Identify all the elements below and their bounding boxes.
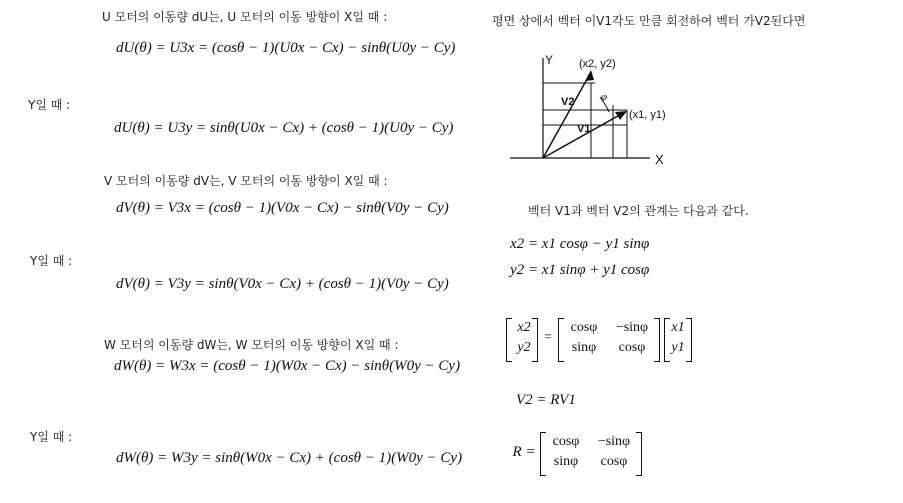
u-y-label: Y일 때 : xyxy=(28,98,71,112)
u-y-equation: dU(θ) = U3y = sinθ(U0x − Cx) + (cosθ − 1)(U0y − Cy) xyxy=(114,120,454,136)
matrix-rhs-1: x1 xyxy=(671,320,685,335)
w-motor-intro: W 모터의 이동량 dW는, W 모터의 이동 방향이 X일 때 : xyxy=(104,338,399,352)
bracket-left xyxy=(506,318,512,362)
matrix-cell: sinφ xyxy=(553,454,579,469)
r-matrix-equation xyxy=(510,432,660,476)
x2-equation: x2 = x1 cosφ − y1 sinφ xyxy=(510,236,650,252)
v-motor-intro: V 모터의 이동량 dV는, V 모터의 이동 방향이 X일 때 : xyxy=(104,174,388,188)
v2-arrowhead xyxy=(585,70,594,81)
point-2-label: (x2, y2) xyxy=(579,58,616,70)
v2-label: V2 xyxy=(561,96,575,108)
relation-text: 벡터 V1과 벡터 V2의 관계는 다음과 같다. xyxy=(528,204,749,218)
angle-label: φ xyxy=(601,91,608,103)
axis-x-label: X xyxy=(655,152,664,167)
equals-sign: = xyxy=(544,330,552,345)
matrix-cell: cosφ xyxy=(618,340,646,355)
bracket-right xyxy=(654,318,660,362)
matrix-cell: −sinφ xyxy=(597,434,631,449)
u-motor-intro: U 모터의 이동량 dU는, U 모터의 이동 방향이 X일 때 : xyxy=(102,10,388,24)
bracket-right xyxy=(532,318,538,362)
matrix-cell: sinφ xyxy=(571,340,597,355)
u-x-equation: dU(θ) = U3x = (cosθ − 1)(U0x − Cx) − sinθ(U0y − Cy) xyxy=(116,40,456,56)
v2-rv1-equation: V2 = RV1 xyxy=(516,392,576,408)
bracket-right xyxy=(686,318,692,362)
matrix-cell: cosφ xyxy=(552,434,580,449)
matrix-rhs-2: y1 xyxy=(671,340,685,355)
rotation-matrix-equation xyxy=(506,318,696,362)
v1-arrowhead xyxy=(615,111,627,120)
w-y-label: Y일 때 : xyxy=(30,430,73,444)
v-y-equation: dV(θ) = V3y = sinθ(V0x − Cx) + (cosθ − 1)(V0y − Cy) xyxy=(116,276,449,292)
v-y-label: Y일 때 : xyxy=(30,254,73,268)
matrix-lhs-1: x2 xyxy=(517,320,531,335)
w-x-equation: dW(θ) = W3x = (cosθ − 1)(W0x − Cx) − sinθ(W0y − Cy) xyxy=(114,358,461,374)
bracket-right xyxy=(636,432,642,476)
vector-rotation-figure xyxy=(505,50,695,190)
y2-equation: y2 = x1 sinφ + y1 cosφ xyxy=(510,262,650,278)
v-x-equation: dV(θ) = V3x = (cosθ − 1)(V0x − Cx) − sinθ(V0y − Cy) xyxy=(116,200,449,216)
v1-label: V1 xyxy=(577,123,591,135)
axis-y-label: Y xyxy=(545,53,554,67)
matrix-lhs-2: y2 xyxy=(517,340,531,355)
matrix-cell: cosφ xyxy=(600,454,628,469)
matrix-cell: cosφ xyxy=(570,320,598,335)
w-y-equation: dW(θ) = W3y = sinθ(W0x − Cx) + (cosθ − 1)(W0y − Cy) xyxy=(116,450,463,466)
r-label: R = xyxy=(512,444,536,460)
rotation-heading: 평면 상에서 벡터 이V1각도 만큼 회전하여 벡터 가V2된다면 xyxy=(492,14,806,28)
point-1-label: (x1, y1) xyxy=(629,109,666,121)
matrix-cell: −sinφ xyxy=(615,320,649,335)
